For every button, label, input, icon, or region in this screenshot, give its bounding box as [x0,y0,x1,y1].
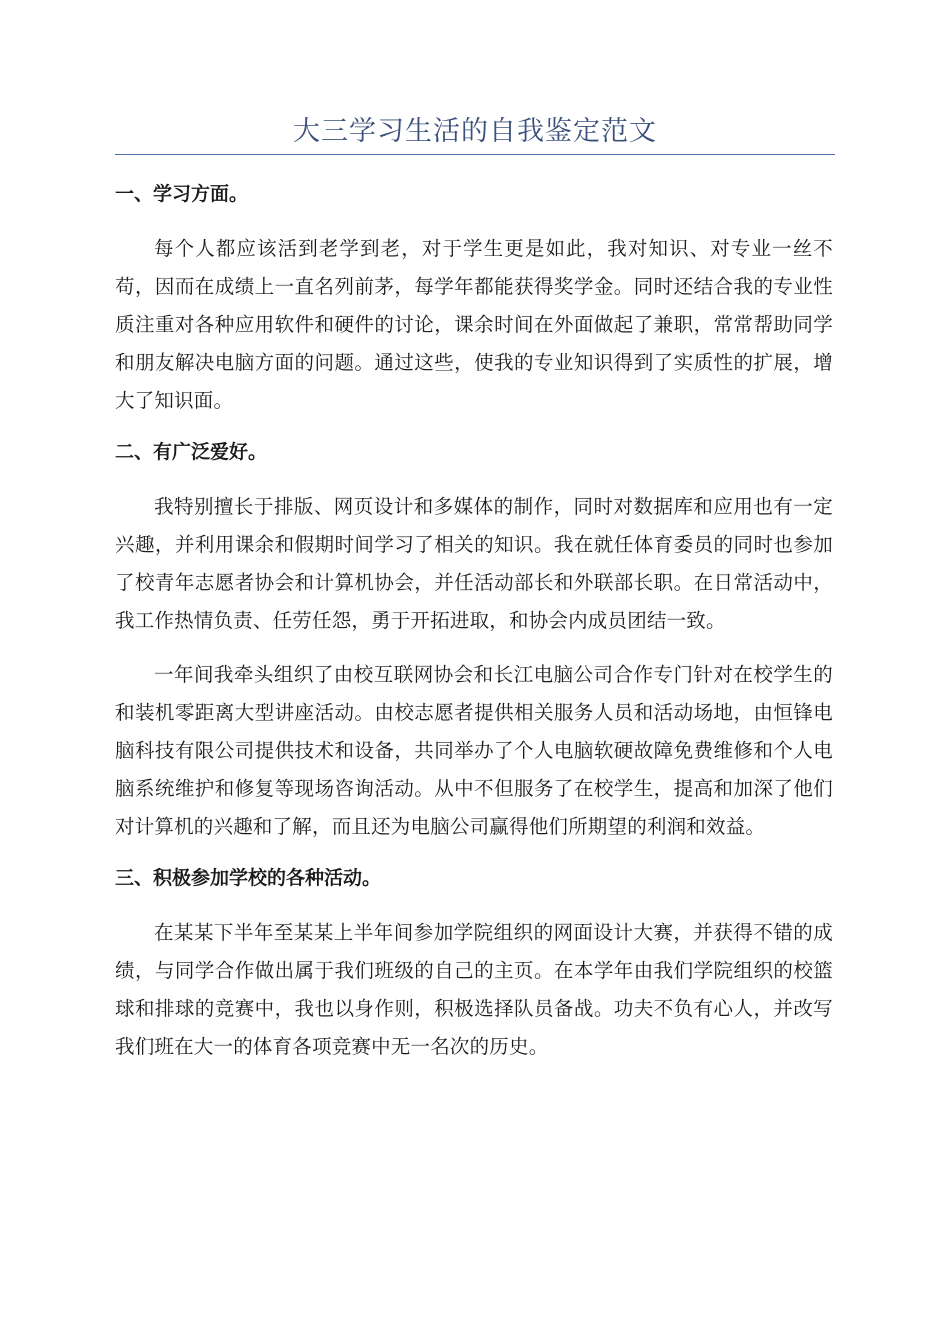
section-heading: 二、有广泛爱好。 [115,441,268,463]
section-activities [115,862,833,1066]
paragraph: 在某某下半年至某某上半年间参加学院组织的网面设计大赛，并获得不错的成绩，与同学合作做出属于我们班级的自己的主页。在本学年由我们学院组织的校篮球和排球的竞赛中，我也以身作则，积极选择队员备战。功夫不负有心人，并改写我们班在大一的体育各项竞赛中无一名次的历史。 [115,921,833,1058]
section-hobbies [115,436,833,846]
paragraph: 每个人都应该活到老学到老，对于学生更是如此，我对知识、对专业一丝不苟，因而在成绩上一直名列前茅，每学年都能获得奖学金。同时还结合我的专业性质注重对各种应用软件和硬件的讨论，课余时间在外面做起了兼职，常常帮助同学和朋友解决电脑方面的问题。通过这些，使我的专业知识得到了实质性的扩展，增大了知识面。 [115,237,833,412]
title-divider [115,154,835,155]
section-heading: 三、积极参加学校的各种活动。 [115,867,382,889]
document-body [115,178,833,1082]
section-study [115,178,833,420]
paragraph: 一年间我牵头组织了由校互联网协会和长江电脑公司合作专门针对在校学生的和装机零距离大型讲座活动。由校志愿者提供相关服务人员和活动场地，由恒锋电脑科技有限公司提供技术和设备，共同举办了个人电脑软硬故障免费维修和个人电脑系统维护和修复等现场咨询活动。从中不但服务了在校学生，提高和加深了他们对计算机的兴趣和了解，而且还为电脑公司赢得他们所期望的利润和效益。 [115,663,833,838]
document-title: 大三学习生活的自我鉴定范文 [293,116,657,147]
paragraph: 我特别擅长于排版、网页设计和多媒体的制作，同时对数据库和应用也有一定兴趣，并利用课余和假期时间学习了相关的知识。我在就任体育委员的同时也参加了校青年志愿者协会和计算机协会，并任活动部长和外联部长职。在日常活动中，我工作热情负责、任劳任怨，勇于开拓进取，和协会内成员团结一致。 [115,495,833,632]
section-heading: 一、学习方面。 [115,183,249,205]
